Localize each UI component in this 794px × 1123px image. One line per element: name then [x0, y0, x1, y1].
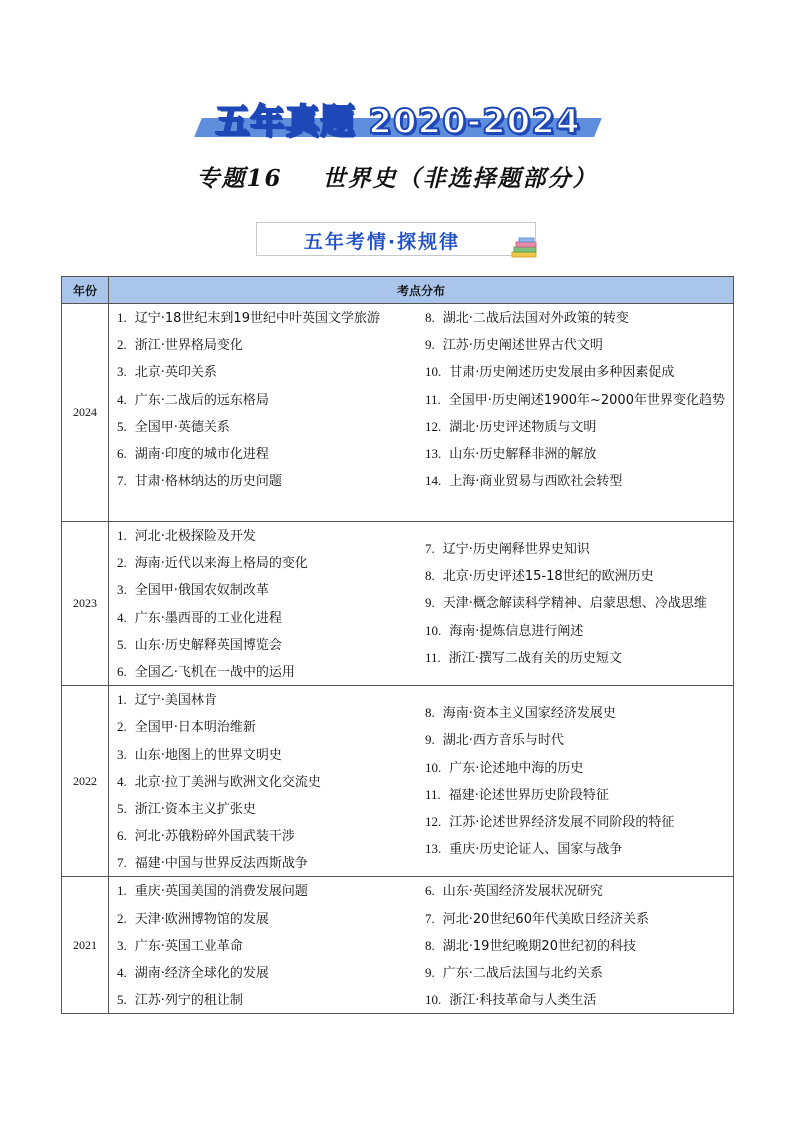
list-item: 9. 江苏·历史阐述世界古代文明	[425, 337, 603, 354]
list-item: 10. 广东·论述地中海的历史	[425, 759, 584, 776]
list-item: 3. 山东·地图上的世界文明史	[117, 746, 282, 763]
list-item: 5. 山东·历史解释英国博览会	[117, 636, 282, 653]
list-item: 1. 重庆·英国美国的消费发展问题	[117, 883, 308, 900]
list-item: 13. 山东·历史解释非洲的解放	[425, 445, 597, 462]
list-item: 7. 辽宁·历史阐释世界史知识	[425, 541, 590, 557]
list-item: 12. 江苏·论述世界经济发展不同阶段的特征	[425, 813, 675, 830]
banner-title: 五年真题 2020-2024	[215, 102, 581, 142]
table-row	[62, 877, 734, 1014]
title-banner	[190, 94, 606, 146]
list-item: 8. 海南·资本主义国家经济发展史	[425, 705, 616, 722]
page-subtitle: 专题16 世界史（非选择题部分）	[196, 165, 598, 192]
list-item: 3. 全国甲·俄国农奴制改革	[117, 582, 269, 599]
list-item: 4. 北京·拉丁美洲与欧洲文化交流史	[117, 773, 321, 790]
section-tag	[256, 222, 536, 256]
list-item: 4. 湖南·经济全球化的发展	[117, 965, 269, 981]
year-cell: 2022	[62, 686, 109, 877]
list-item: 12. 湖北·历史评述物质与文明	[425, 418, 597, 435]
list-item: 2. 天津·欧洲博物馆的发展	[117, 910, 269, 927]
list-item: 8. 湖北·19世纪晚期20世纪初的科技	[425, 937, 636, 954]
list-item: 6. 山东·英国经济发展状况研究	[425, 883, 603, 900]
items-cell	[109, 304, 734, 522]
list-item: 2. 全国甲·日本明治维新	[117, 719, 256, 736]
list-item: 4. 广东·墨西哥的工业化进程	[117, 609, 282, 626]
section-tag-label: 五年考情·探规律	[303, 231, 461, 253]
list-item: 9. 广东·二战后法国与北约关系	[425, 965, 603, 981]
header-content: 考点分布	[109, 277, 734, 304]
list-item: 10. 浙江·科技革命与人类生活	[425, 992, 597, 1009]
list-item: 6. 全国乙·飞机在一战中的运用	[117, 663, 295, 680]
list-item: 1. 辽宁·18世纪末到19世纪中叶英国文学旅游	[117, 310, 380, 326]
list-item: 2. 海南·近代以来海上格局的变化	[117, 555, 308, 572]
items-cell	[109, 686, 734, 877]
list-item: 1. 辽宁·美国林肯	[117, 692, 217, 709]
header-year: 年份	[62, 277, 109, 304]
exam-distribution-table	[61, 276, 734, 1014]
list-item: 8. 湖北·二战后法国对外政策的转变	[425, 310, 629, 326]
list-item: 10. 海南·提炼信息进行阐述	[425, 622, 584, 639]
items-cell	[109, 522, 734, 686]
year-cell: 2023	[62, 522, 109, 686]
list-item: 1. 河北·北极探险及开发	[117, 528, 256, 544]
list-item: 5. 江苏·列宁的租让制	[117, 992, 243, 1009]
list-item: 14. 上海·商业贸易与西欧社会转型	[425, 473, 623, 490]
year-cell: 2021	[62, 877, 109, 1014]
list-item: 9. 天津·概念解读科学精神、启蒙思想、冷战思维	[425, 595, 707, 612]
list-item: 6. 湖南·印度的城市化进程	[117, 445, 269, 462]
list-item: 11. 福建·论述世界历史阶段特征	[425, 786, 609, 803]
list-item: 2. 浙江·世界格局变化	[117, 337, 243, 354]
list-item: 4. 广东·二战后的远东格局	[117, 391, 269, 408]
table-row	[62, 304, 734, 522]
list-item: 7. 河北·20世纪60年代美欧日经济关系	[425, 910, 649, 927]
books-icon	[510, 237, 540, 259]
list-item: 13. 重庆·历史论证人、国家与战争	[425, 841, 623, 858]
list-item: 11. 全国甲·历史阐述1900年~2000年世界变化趋势	[425, 391, 725, 408]
list-item: 5. 浙江·资本主义扩张史	[117, 800, 256, 817]
list-item: 9. 湖北·西方音乐与时代	[425, 732, 564, 749]
list-item: 8. 北京·历史评述15-18世纪的欧洲历史	[425, 568, 654, 585]
list-item: 10. 甘肃·历史阐述历史发展由多种因素促成	[425, 364, 675, 381]
list-item: 5. 全国甲·英德关系	[117, 418, 230, 435]
list-item: 6. 河北·苏俄粉碎外国武装干涉	[117, 828, 295, 845]
items-cell	[109, 877, 734, 1014]
table-row	[62, 686, 734, 877]
list-item: 7. 福建·中国与世界反法西斯战争	[117, 855, 308, 872]
list-item: 7. 甘肃·格林纳达的历史问题	[117, 473, 282, 490]
list-item: 3. 北京·英印关系	[117, 364, 217, 381]
list-item: 3. 广东·英国工业革命	[117, 937, 243, 954]
table-row	[62, 522, 734, 686]
table-header-row	[62, 277, 734, 304]
list-item: 11. 浙江·撰写二战有关的历史短文	[425, 649, 622, 666]
year-cell: 2024	[62, 304, 109, 522]
